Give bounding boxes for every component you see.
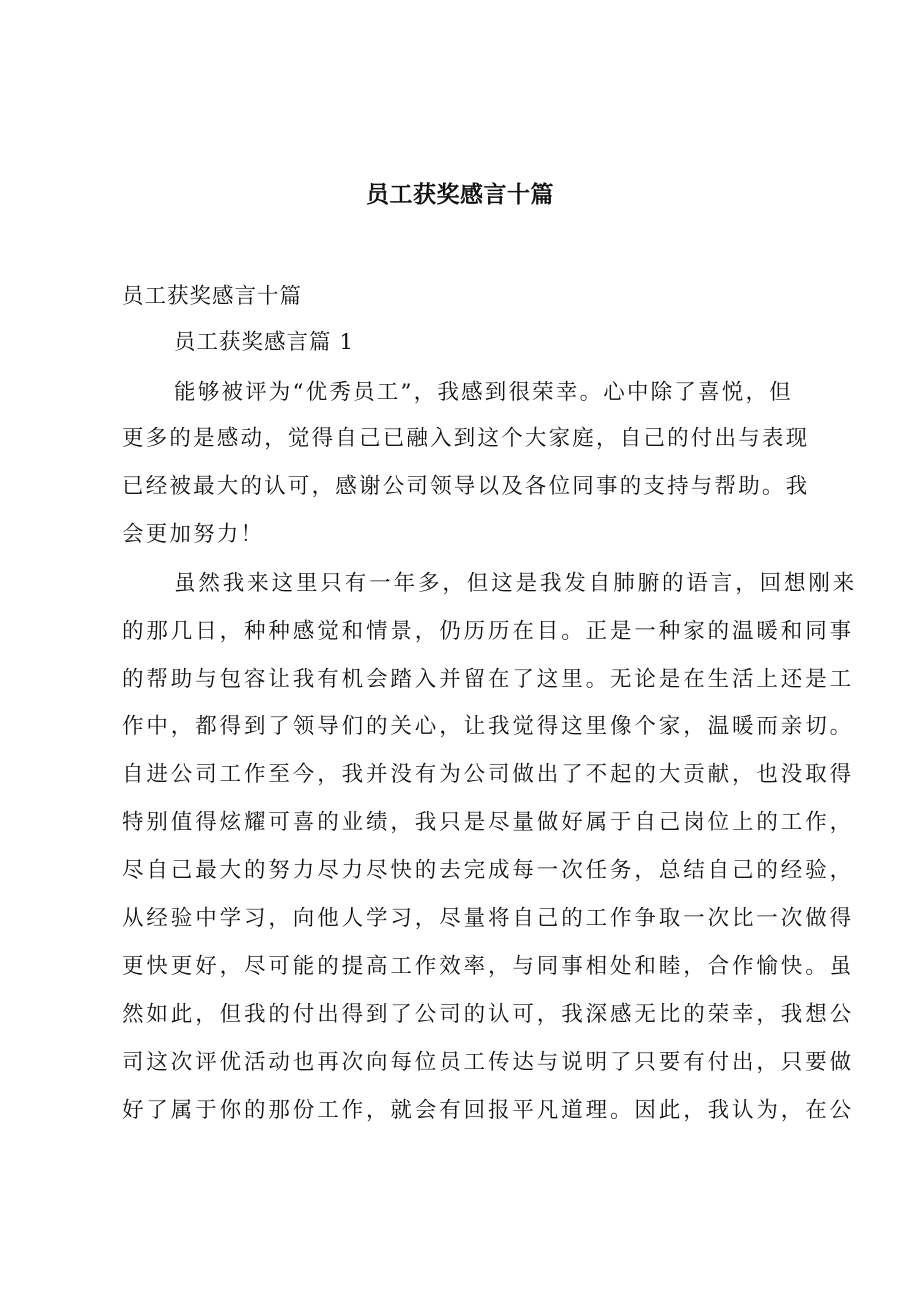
paragraph-2-line: 尽自己最大的努力尽力尽快的去完成每一次任务，总结自己的经验， xyxy=(122,858,855,883)
paragraph-2-line: 好了属于你的那份工作，就会有回报平凡道理。因此，我认为，在公 xyxy=(122,1098,855,1123)
paragraph-2-line: 的那几日，种种感觉和情景，仍历历在目。正是一种家的温暖和同事 xyxy=(122,619,855,644)
paragraph-2-line: 自进公司工作至今，我并没有为公司做出了不起的大贡献，也没取得 xyxy=(122,762,855,787)
paragraph-2-line: 作中，都得到了领导们的关心，让我觉得这里像个家，温暖而亲切。 xyxy=(122,714,855,739)
paragraph-1-line: 能够被评为“优秀员工”，我感到很荣幸。心中除了喜悦，但 xyxy=(174,380,793,405)
paragraph-2-line: 更快更好，尽可能的提高工作效率，与同事相处和睦，合作愉快。虽 xyxy=(122,954,855,979)
section-heading: 员工获奖感言篇 1 xyxy=(174,330,355,355)
paragraph-2-line: 从经验中学习，向他人学习，尽量将自己的工作争取一次比一次做得 xyxy=(122,906,855,931)
paragraph-2-line: 虽然我来这里只有一年多，但这是我发自肺腑的语言，回想刚来 xyxy=(174,571,858,596)
paragraph-2-line: 司这次评优活动也再次向每位员工传达与说明了只要有付出，只要做 xyxy=(122,1050,855,1075)
paragraph-1-line: 已经被最大的认可，感谢公司领导以及各位同事的支持与帮助。我 xyxy=(122,474,810,499)
document-title: 员工获奖感言十篇 xyxy=(366,182,554,208)
paragraph-2-line: 的帮助与包容让我有机会踏入并留在了这里。无论是在生活上还是工 xyxy=(122,667,855,692)
paragraph-2-line: 特别值得炫耀可喜的业绩，我只是尽量做好属于自己岗位上的工作， xyxy=(122,810,855,835)
paragraph-1-line: 会更加努力！ xyxy=(122,522,265,547)
intro-heading: 员工获奖感言十篇 xyxy=(122,284,303,309)
paragraph-1-line: 更多的是感动，觉得自己已融入到这个大家庭，自己的付出与表现 xyxy=(122,426,810,451)
paragraph-2-line: 然如此，但我的付出得到了公司的认可，我深感无比的荣幸，我想公 xyxy=(122,1002,855,1027)
